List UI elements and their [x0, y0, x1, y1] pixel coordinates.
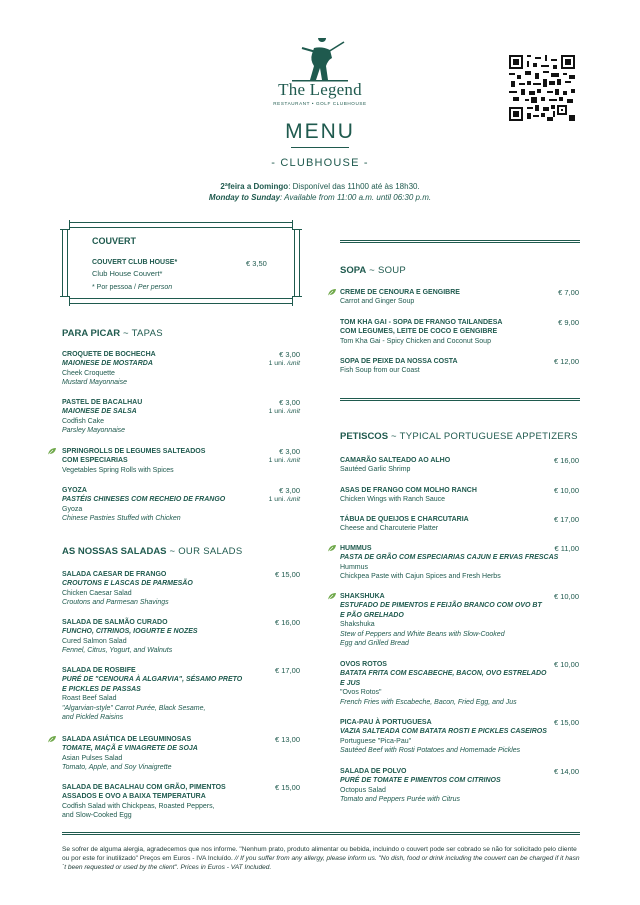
item-price: € 12,00: [553, 357, 579, 366]
couvert-title: COUVERT: [92, 236, 137, 246]
hours-en: Monday to Sunday: Available from 11:00 a.m. until 06:30 p.m.: [208, 193, 432, 202]
item-price: € 3,00 1 uni. /unit: [268, 398, 300, 416]
list-item: SPRINGROLLS DE LEGUMES SALTEADOS COM ESPECIARIAS Vegetables Spring Rolls with Spices: [62, 448, 206, 474]
item-price: € 15,00: [553, 718, 579, 727]
brand-logo: [270, 38, 370, 106]
brand-name: The Legend: [278, 80, 362, 99]
item-price: € 10,00: [553, 592, 579, 601]
list-item: CROQUETE DE BOCHECHA MAIONESE DE MOSTARDA Cheek Croquette Mustard Mayonnaise: [62, 351, 156, 387]
brand-tagline: RESTAURANT • GOLF CLUBHOUSE: [273, 101, 367, 106]
item-price: € 15,00: [274, 783, 300, 792]
opening-hours: [0, 181, 640, 203]
list-item: SALADA ASIÁTICA DE LEGUMINOSAS TOMATE, MAÇÃ E VINAGRETE DE SOJA Asian Pulses Salad Tomato, Apple, and Soy Vinaigrette: [62, 736, 198, 772]
golfer-icon: [292, 38, 348, 82]
list-item: HUMMUS PASTA DE GRÃO COM ESPECIARIAS CAJUN E ERVAS FRESCAS Hummus Chickpea Paste with Cajun Spices and Fresh Herbs: [340, 545, 559, 581]
item-price: € 11,00: [554, 544, 579, 553]
item-price: € 13,00: [274, 735, 300, 744]
list-item: TOM KHA GAI - SOPA DE FRANGO TAILANDESA COM LEGUMES, LEITE DE COCO E GENGIBRE Tom Kha Gai - Spicy Chicken and Coconut Soup: [340, 319, 503, 345]
menu-subtitle: - CLUBHOUSE -: [271, 157, 369, 169]
item-price: € 16,00: [553, 456, 579, 465]
list-item: TÁBUA DE QUEIJOS E CHARCUTARIA Cheese and Charcuterie Platter: [340, 516, 469, 533]
vegetarian-leaf-icon: [47, 735, 57, 744]
item-price: € 10,00: [553, 486, 579, 495]
couvert-price: € 3,50: [246, 259, 267, 268]
list-item: PASTEL DE BACALHAU MAIONESE DE SALSA Codfish Cake Parsley Mayonnaise: [62, 399, 143, 435]
list-item: SOPA DE PEIXE DA NOSSA COSTA Fish Soup from our Coast: [340, 358, 458, 375]
footer-divider: [62, 832, 580, 835]
list-item: OVOS ROTOS BATATA FRITA COM ESCABECHE, BACON, OVO ESTRELADO E JUS "Ovos Rotos" French Fries with Escabeche, Bacon, Fried Egg, and Jus: [340, 661, 547, 706]
item-price: € 9,00: [558, 318, 579, 327]
list-item: SHAKSHUKA ESTUFADO DE PIMENTOS E FEIJÃO BRANCO COM OVO BT E PÃO GRELHADO Shakshuka Stew of Peppers and White Beans with Slow-Cooked Egg and Grilled Bread: [340, 593, 542, 648]
couvert-name-en: Club House Couvert*: [92, 269, 163, 278]
section-title-soup: SOPA ~ SOUP: [340, 265, 407, 276]
list-item: SALADA DE POLVO PURÉ DE TOMATE E PIMENTOS COM CITRINOS Octopus Salad Tomato and Peppers Purée with Citrus: [340, 768, 501, 804]
list-item: SALADA DE ROSBIFE PURÉ DE "CENOURA À ALGARVIA", SÉSAMO PRETO E PICKLES DE PASSAS Roast Beef Salad "Algarvian-style" Carrot Purée, Black Sesame, and Pickled Raisins: [62, 667, 243, 722]
allergy-footer: Se sofrer de alguma alergia, agradecemos que nos informe. "Nenhum prato, produto alimentar ou bebida, incluindo o couvert pode ser cobrado se não for solicitado pelo cliente ou por este for inutilizado" Preços em Euros - IVA Incluído. // If you suffer from any allergy, please inform us. "No dish, food or drink including the couvert can be charged if it hasn´t been requested or used by the client". Prices in Euros - VAT Included.: [62, 846, 580, 871]
list-item: PICA-PAU À PORTUGUESA VAZIA SALTEADA COM BATATA ROSTI E PICKLES CASEIROS Portuguese "Pica-Pau" Sautéed Beef with Rosti Potatoes and Homemade Pickles: [340, 719, 547, 755]
couvert-note: * Por pessoa / Per person: [92, 284, 173, 291]
title-divider: [291, 147, 349, 148]
item-price: € 7,00: [558, 288, 579, 297]
item-price: € 17,00: [553, 515, 579, 524]
section-title-petiscos: PETISCOS ~ TYPICAL PORTUGUESE APPETIZERS: [340, 431, 578, 442]
list-item: CREME DE CENOURA E GENGIBRE Carrot and Ginger Soup: [340, 289, 460, 306]
item-price: € 17,00: [274, 666, 300, 675]
list-item: GYOZA PASTÉIS CHINESES COM RECHEIO DE FRANGO Gyoza Chinese Pastries Stuffed with Chicken: [62, 487, 226, 523]
item-price: € 16,00: [274, 618, 300, 627]
item-price: € 3,00 1 uni. /unit: [268, 486, 300, 504]
list-item: ASAS DE FRANGO COM MOLHO RANCH Chicken Wings with Ranch Sauce: [340, 487, 477, 504]
item-price: € 10,00: [553, 660, 579, 669]
item-price: € 14,00: [553, 767, 579, 776]
qr-code-icon: [509, 55, 575, 121]
vegetarian-leaf-icon: [327, 288, 337, 297]
vegetarian-leaf-icon: [47, 447, 57, 456]
item-price: € 15,00: [274, 570, 300, 579]
hours-pt: 2ªfeira a Domingo: Disponível das 11h00 até às 18h30.: [220, 182, 420, 191]
vegetarian-leaf-icon: [327, 544, 337, 553]
menu-title: MENU: [285, 120, 355, 143]
list-item: SALADA CAESAR DE FRANGO CROUTONS E LASCAS DE PARMESÃO Chicken Caesar Salad Croutons and Parmesan Shavings: [62, 571, 193, 607]
vegetarian-leaf-icon: [327, 592, 337, 601]
section-title-tapas: PARA PICAR ~ TAPAS: [62, 328, 163, 339]
item-price: € 3,00 1 uni. /unit: [268, 350, 300, 368]
list-item: CAMARÃO SALTEADO AO ALHO Sautéed Garlic Shrimp: [340, 457, 451, 474]
list-item: SALADA DE BACALHAU COM GRÃO, PIMENTOS ASSADOS E OVO A BAIXA TEMPERATURA Codfish Salad with Chickpeas, Roasted Peppers, and Slow-Cooked Egg: [62, 784, 226, 820]
section-title-salads: AS NOSSAS SALADAS ~ OUR SALADS: [62, 546, 243, 557]
couvert-name-pt: COUVERT CLUB HOUSE*: [92, 259, 178, 266]
list-item: SALADA DE SALMÃO CURADO FUNCHO, CITRINOS, IOGURTE E NOZES Cured Salmon Salad Fennel, Citrus, Yogurt, and Walnuts: [62, 619, 198, 655]
section-divider: [340, 398, 580, 401]
section-divider: [340, 240, 580, 243]
item-price: € 3,00 1 uni. /unit: [268, 447, 300, 465]
